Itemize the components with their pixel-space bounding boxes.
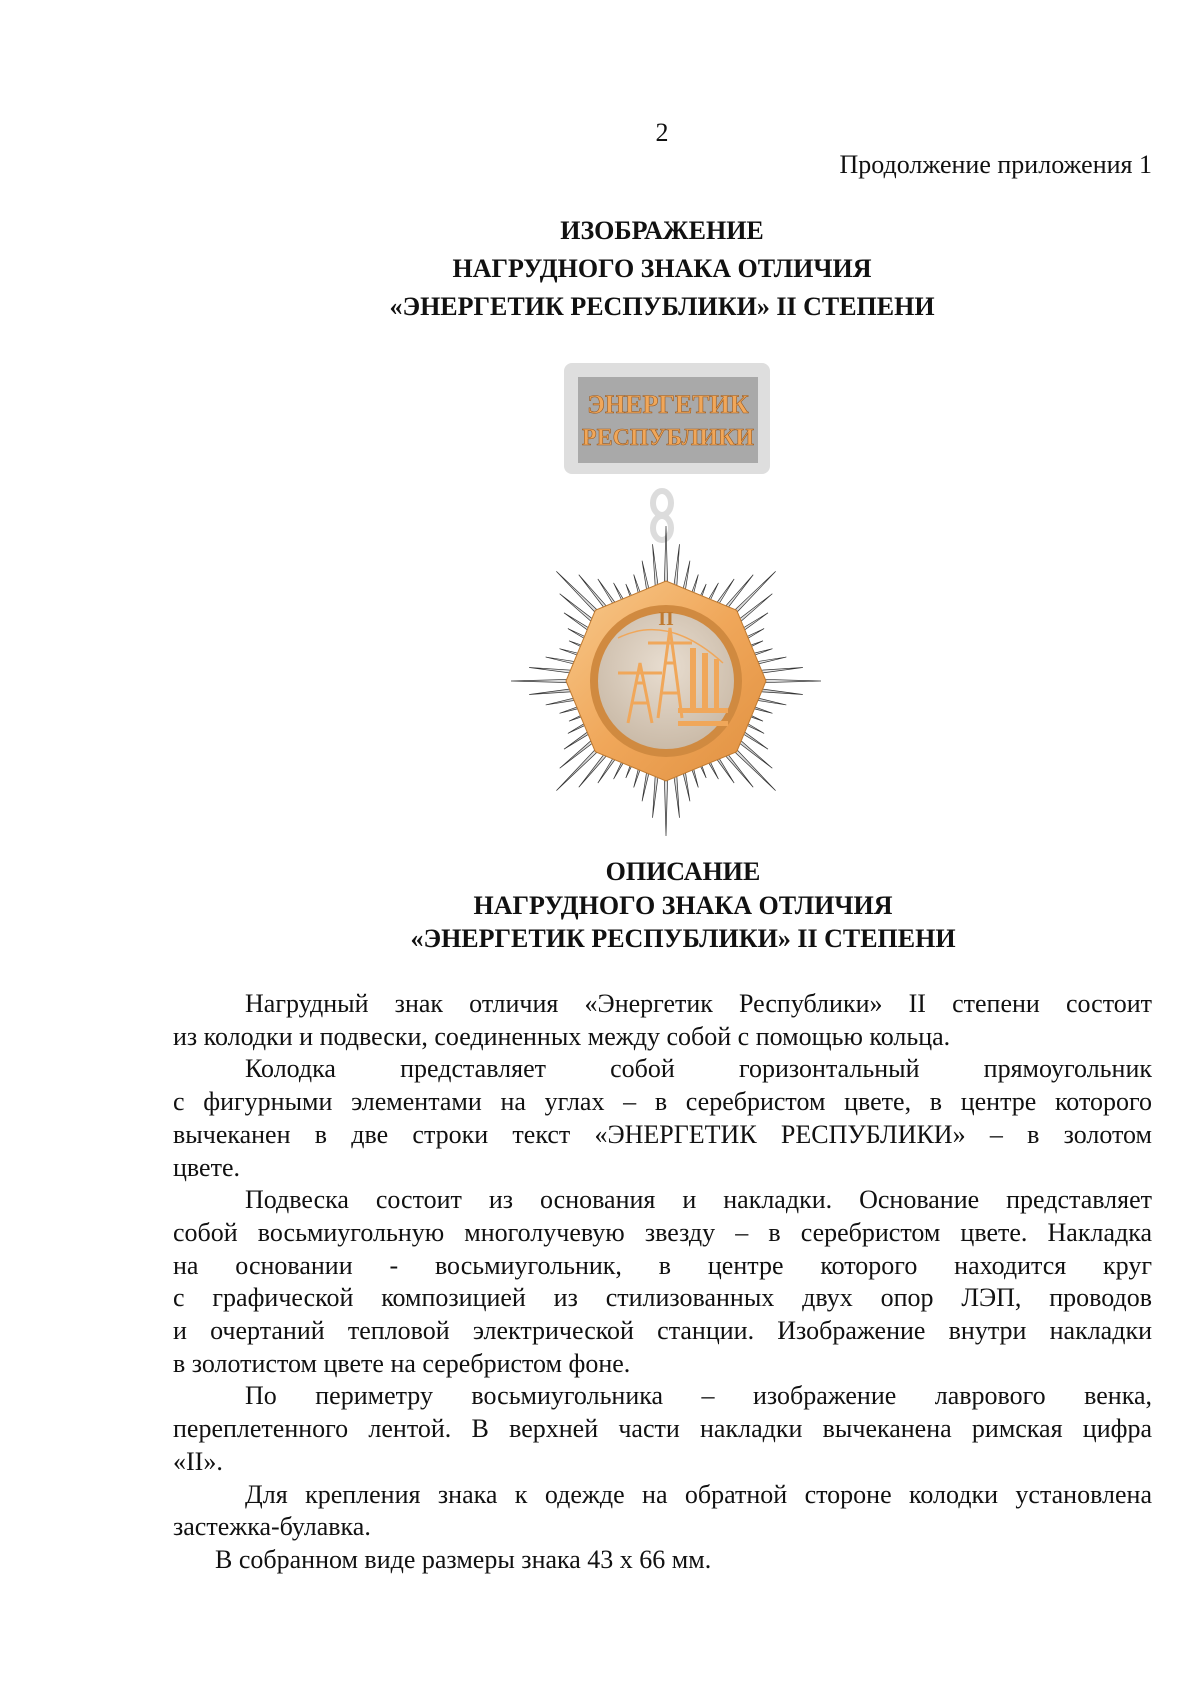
paragraph-line: В собранном виде размеры знака 43 х 66 мм. <box>215 1544 712 1574</box>
paragraph-line: вычеканен в две строки текст «ЭНЕРГЕТИК РЕСПУБЛИКИ» – в золотом <box>173 1119 1152 1149</box>
paragraph-line: с фигурными элементами на углах – в серебристом цвете, в центре которого <box>173 1087 1152 1117</box>
paragraph-line: Колодка представляет собой горизонтальный прямоугольник <box>245 1054 1152 1084</box>
image-heading-line: НАГРУДНОГО ЗНАКА ОТЛИЧИЯ <box>452 254 872 283</box>
paragraph-line: Подвеска состоит из основания и накладки. Основание представляет <box>245 1185 1152 1215</box>
paragraph-line: переплетенного лентой. В верхней части накладки вычеканена римская цифра <box>173 1414 1152 1444</box>
paragraph-line: застежка-булавка. <box>173 1512 371 1542</box>
medal-bar-text-line: ЭНЕРГЕТИК <box>587 390 749 419</box>
paragraph-line: в золотистом цвете на серебристом фоне. <box>173 1348 631 1378</box>
medal-ring <box>653 491 671 540</box>
paragraph-line: Нагрудный знак отличия «Энергетик Республики» II степени состоит <box>245 989 1152 1018</box>
description-heading-line: «ЭНЕРГЕТИК РЕСПУБЛИКИ» II СТЕПЕНИ <box>410 924 956 953</box>
medal-bar <box>564 363 770 474</box>
description-heading-line: ОПИСАНИЕ <box>605 857 761 886</box>
paragraph-line: из колодки и подвески, соединенных между собой с помощью кольца. <box>173 1021 951 1051</box>
image-heading-line: ИЗОБРАЖЕНИЕ <box>560 216 764 245</box>
paragraph-line: «II». <box>173 1446 223 1476</box>
image-heading-line: «ЭНЕРГЕТИК РЕСПУБЛИКИ» II СТЕПЕНИ <box>389 292 935 321</box>
paragraph-line: По периметру восьмиугольника – изображение лаврового венка, <box>245 1381 1152 1411</box>
medal-bar-text-line: РЕСПУБЛИКИ <box>581 425 755 451</box>
paragraph-line: и очертаний тепловой электрической станции. Изображение внутри накладки <box>173 1316 1152 1346</box>
description-heading <box>0 855 1200 956</box>
paragraph-line: Для крепления знака к одежде на обратной стороне колодки установлена <box>245 1479 1152 1509</box>
description-heading-line: НАГРУДНОГО ЗНАКА ОТЛИЧИЯ <box>473 890 893 920</box>
image-heading <box>0 212 1200 326</box>
paragraph-line: цвете. <box>173 1152 240 1182</box>
page-number: 2 <box>655 118 669 147</box>
medal-image <box>508 363 830 840</box>
description-body <box>173 988 1152 1577</box>
medal-numeral: II <box>658 608 674 630</box>
appendix-continuation-label: Продолжение приложения 1 <box>839 150 1152 179</box>
paragraph-line: собой восьмиугольную многолучевую звезду – в серебристом цвете. Накладка <box>173 1217 1152 1247</box>
paragraph-line: с графической композицией из стилизованных двух опор ЛЭП, проводов <box>173 1283 1152 1313</box>
paragraph-line: на основании - восьмиугольник, в центре которого находится круг <box>173 1250 1152 1280</box>
